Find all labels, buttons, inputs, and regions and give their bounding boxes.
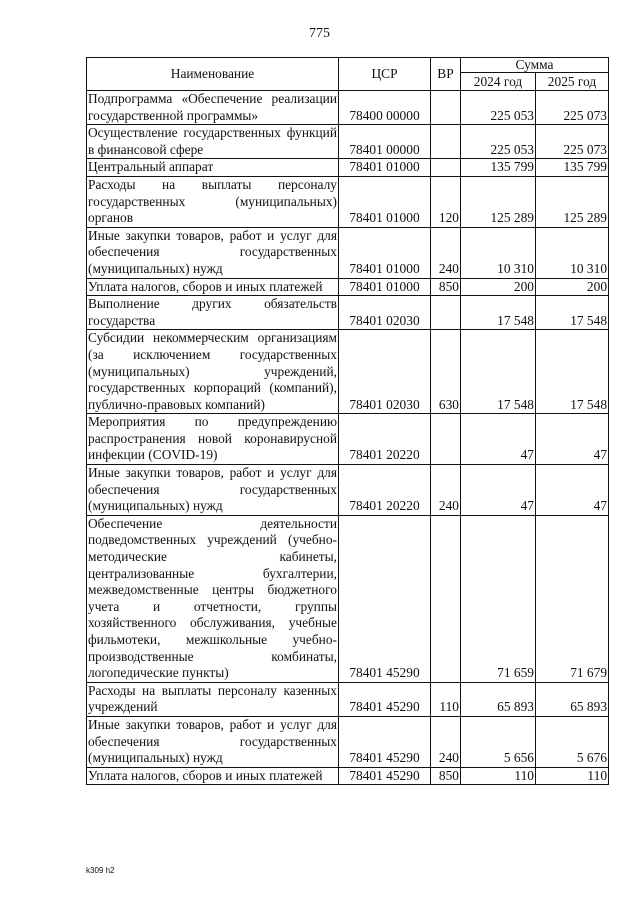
column-header-2025: 2025 год	[536, 73, 609, 91]
table-row	[87, 296, 609, 330]
row-vr: 110	[431, 682, 461, 716]
row-sum-2024: 71 659	[461, 515, 536, 682]
row-name: Расходы на выплаты персоналу государственных (муниципальных) органов	[87, 176, 339, 227]
row-name: Иные закупки товаров, работ и услуг для обеспечения государственных (муниципальных) нужд	[87, 716, 339, 767]
row-sum-2024: 125 289	[461, 176, 536, 227]
row-vr	[431, 414, 461, 465]
row-sum-2024: 110	[461, 767, 536, 785]
column-header-sum: Сумма	[461, 58, 609, 73]
row-name: Иные закупки товаров, работ и услуг для обеспечения государственных (муниципальных) нужд	[87, 227, 339, 278]
row-sum-2024: 135 799	[461, 159, 536, 177]
row-sum-2025: 10 310	[536, 227, 609, 278]
row-vr	[431, 296, 461, 330]
row-name: Уплата налогов, сборов и иных платежей	[87, 767, 339, 785]
row-sum-2024: 225 053	[461, 91, 536, 125]
row-vr	[431, 159, 461, 177]
row-sum-2025: 47	[536, 414, 609, 465]
row-name: Иные закупки товаров, работ и услуг для обеспечения государственных (муниципальных) нужд	[87, 465, 339, 516]
row-sum-2024: 17 548	[461, 296, 536, 330]
row-sum-2024: 200	[461, 278, 536, 296]
row-sum-2025: 225 073	[536, 91, 609, 125]
row-name: Обеспечение деятельности подведомственных учреждений (учебно-методические кабинеты, централизованные бухгалтерии, межведомственные центры бюджетного учета и отчетности, группы хозяйственного обслуживания, учебные фильмотеки, межшкольные учебно-производственные комбинаты, логопедические пункты)	[87, 515, 339, 682]
header-row-1	[87, 58, 609, 73]
row-name: Выполнение других обязательств государства	[87, 296, 339, 330]
row-sum-2024: 5 656	[461, 716, 536, 767]
row-sum-2024: 225 053	[461, 125, 536, 159]
table-row	[87, 125, 609, 159]
row-name: Мероприятия по предупреждению распространения новой коронавирусной инфекции (COVID-19)	[87, 414, 339, 465]
row-vr	[431, 91, 461, 125]
row-csr: 78401 20220	[339, 465, 431, 516]
row-sum-2025: 125 289	[536, 176, 609, 227]
row-vr: 850	[431, 767, 461, 785]
row-vr: 850	[431, 278, 461, 296]
row-name: Подпрограмма «Обеспечение реализации государственной программы»	[87, 91, 339, 125]
footer-code: k309 h2	[86, 866, 115, 875]
row-csr: 78401 00000	[339, 125, 431, 159]
row-csr: 78401 02030	[339, 296, 431, 330]
table-row	[87, 767, 609, 785]
row-sum-2025: 200	[536, 278, 609, 296]
column-header-csr: ЦСР	[339, 58, 431, 91]
row-sum-2025: 47	[536, 465, 609, 516]
table-row	[87, 465, 609, 516]
table-row	[87, 278, 609, 296]
table-row	[87, 682, 609, 716]
table-row	[87, 227, 609, 278]
row-csr: 78401 01000	[339, 176, 431, 227]
row-sum-2024: 47	[461, 465, 536, 516]
budget-table	[86, 57, 609, 785]
row-vr: 240	[431, 465, 461, 516]
row-name: Центральный аппарат	[87, 159, 339, 177]
row-csr: 78401 02030	[339, 330, 431, 414]
column-header-2024: 2024 год	[461, 73, 536, 91]
row-csr: 78401 45290	[339, 767, 431, 785]
row-csr: 78401 45290	[339, 716, 431, 767]
row-name: Расходы на выплаты персоналу казенных учреждений	[87, 682, 339, 716]
row-csr: 78401 20220	[339, 414, 431, 465]
row-sum-2024: 65 893	[461, 682, 536, 716]
page-number: 775	[309, 26, 330, 41]
table-row	[87, 91, 609, 125]
row-sum-2025: 17 548	[536, 296, 609, 330]
row-sum-2024: 17 548	[461, 330, 536, 414]
table-row	[87, 330, 609, 414]
table-row	[87, 159, 609, 177]
row-name: Уплата налогов, сборов и иных платежей	[87, 278, 339, 296]
column-header-vr: ВР	[431, 58, 461, 91]
row-vr: 120	[431, 176, 461, 227]
row-sum-2025: 225 073	[536, 125, 609, 159]
table-row	[87, 176, 609, 227]
row-name: Осуществление государственных функций в финансовой сфере	[87, 125, 339, 159]
row-csr: 78401 01000	[339, 278, 431, 296]
row-csr: 78400 00000	[339, 91, 431, 125]
row-sum-2024: 10 310	[461, 227, 536, 278]
row-vr	[431, 515, 461, 682]
row-sum-2025: 65 893	[536, 682, 609, 716]
table-row	[87, 414, 609, 465]
column-header-name: Наименование	[87, 58, 339, 91]
row-sum-2025: 71 679	[536, 515, 609, 682]
row-vr: 240	[431, 227, 461, 278]
row-name: Субсидии некоммерческим организациям (за исключением государственных (муниципальных) учреждений, государственных корпораций (компаний), публично-правовых компаний)	[87, 330, 339, 414]
row-vr: 630	[431, 330, 461, 414]
table-row	[87, 716, 609, 767]
row-vr	[431, 125, 461, 159]
row-sum-2025: 17 548	[536, 330, 609, 414]
row-sum-2025: 110	[536, 767, 609, 785]
row-sum-2025: 135 799	[536, 159, 609, 177]
row-sum-2025: 5 676	[536, 716, 609, 767]
table-row	[87, 515, 609, 682]
row-sum-2024: 47	[461, 414, 536, 465]
row-csr: 78401 45290	[339, 682, 431, 716]
row-csr: 78401 45290	[339, 515, 431, 682]
row-csr: 78401 01000	[339, 227, 431, 278]
row-csr: 78401 01000	[339, 159, 431, 177]
row-vr: 240	[431, 716, 461, 767]
